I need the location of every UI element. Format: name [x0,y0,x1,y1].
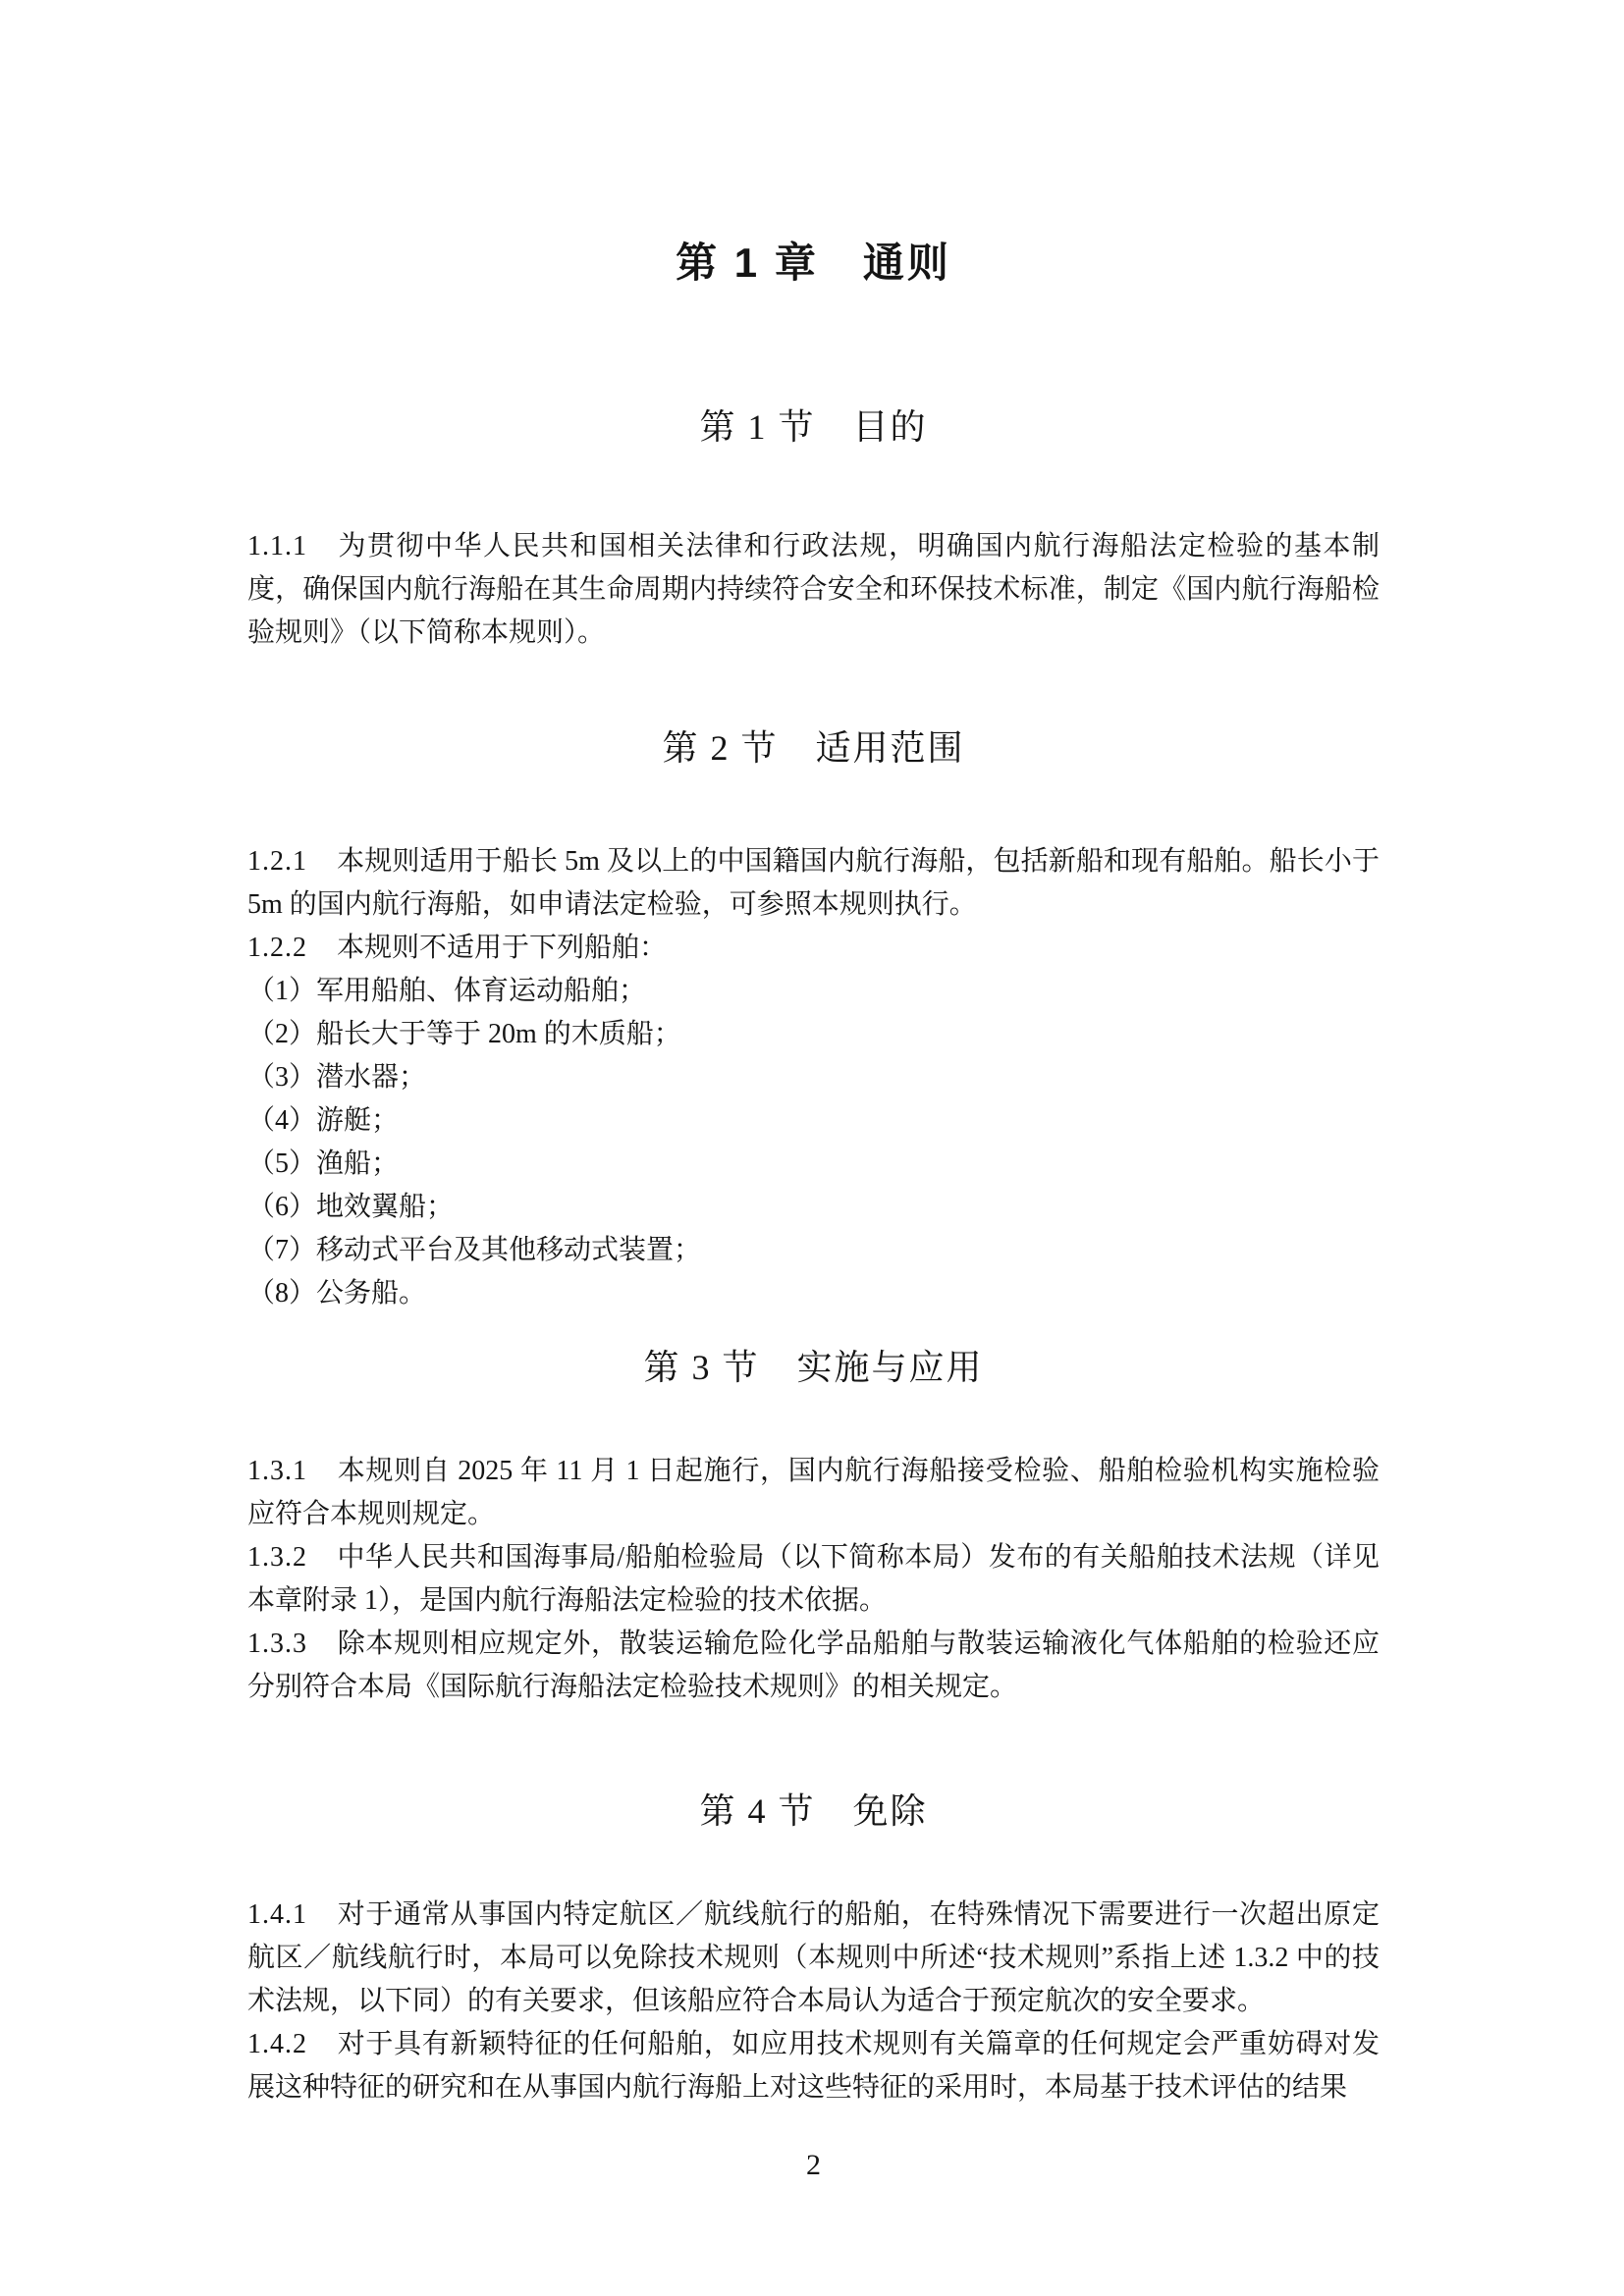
paragraph-number: 1.1.1 [247,531,307,561]
paragraph-1-4-2 [247,2023,1380,2109]
paragraph-1-2-2 [247,927,1380,970]
paragraph-1-1-1 [247,525,1380,655]
chapter-title: 第 1 章 通则 [676,240,951,286]
paragraph-text: 对于具有新颖特征的任何船舶，如应用技术规则有关篇章的任何规定会严重妨碍对发展这种特征的研究和在从事国内航行海船上对这些特征的采用时，本局基于技术评估的结果 [247,2029,1380,2103]
paragraph-1-3-3 [247,1623,1380,1709]
list-item: （6）地效翼船； [247,1192,455,1222]
paragraph-number: 1.2.1 [247,846,307,877]
list-item: （3）潜水器； [247,1062,427,1093]
paragraph-number: 1.3.3 [247,1629,307,1659]
paragraph-1-3-1 [247,1450,1380,1536]
paragraph-text: 本规则适用于船长 5m 及以上的中国籍国内航行海船，包括新船和现有船舶。船长小于 5m 的国内航行海船，如申请法定检验，可参照本规则执行。 [247,846,1380,920]
paragraph-text: 本规则自 2025 年 11 月 1 日起施行，国内航行海船接受检验、船舶检验机构实施检验应符合本规则规定。 [247,1456,1380,1529]
paragraph-text: 中华人民共和国海事局/船舶检验局（以下简称本局）发布的有关船舶技术法规（详见本章附录 1），是国内航行海船法定检验的技术依据。 [247,1542,1380,1616]
paragraph-number: 1.4.2 [247,2029,307,2059]
list-item: （4）游艇； [247,1105,400,1136]
paragraph-number: 1.3.1 [247,1456,307,1486]
paragraph-number: 1.2.2 [247,933,307,963]
paragraph-number: 1.4.1 [247,1899,307,1930]
paragraph-1-2-1 [247,840,1380,927]
section-3-heading: 第 3 节 实施与应用 [643,1348,984,1387]
paragraph-text: 除本规则相应规定外，散装运输危险化学品船舶与散装运输液化气体船舶的检验还应分别符合本局《国际航行海船法定检验技术规则》的相关规定。 [247,1629,1380,1702]
paragraph-text: 为贯彻中华人民共和国相关法律和行政法规，明确国内航行海船法定检验的基本制度，确保国内航行海船在其生命周期内持续符合安全和环保技术标准，制定《国内航行海船检验规则》（以下简称本规则）。 [247,531,1380,648]
section-1-heading: 第 1 节 目的 [699,407,928,447]
paragraph-text: 对于通常从事国内特定航区／航线航行的船舶，在特殊情况下需要进行一次超出原定航区／航线航行时，本局可以免除技术规则（本规则中所述“技术规则”系指上述 1.3.2 中的技术法规，以下同）的有关要求，但该船应符合本局认为适合于预定航次的安全要求。 [247,1899,1380,2016]
list-item: （5）渔船； [247,1148,400,1179]
exclusion-list [247,970,1380,1315]
section-2-heading: 第 2 节 适用范围 [662,728,965,768]
section-4-heading: 第 4 节 免除 [699,1791,928,1831]
list-item: （8）公务船。 [247,1278,427,1308]
page-number: 2 [806,2149,821,2181]
list-item: （7）移动式平台及其他移动式装置； [247,1235,702,1265]
list-item: （1）军用船舶、体育运动船舶； [247,976,647,1006]
paragraph-text: 本规则不适用于下列船舶： [337,933,668,963]
list-item: （2）船长大于等于 20m 的木质船； [247,1019,681,1049]
paragraph-1-4-1 [247,1894,1380,2023]
paragraph-number: 1.3.2 [247,1542,307,1573]
paragraph-1-3-2 [247,1536,1380,1623]
